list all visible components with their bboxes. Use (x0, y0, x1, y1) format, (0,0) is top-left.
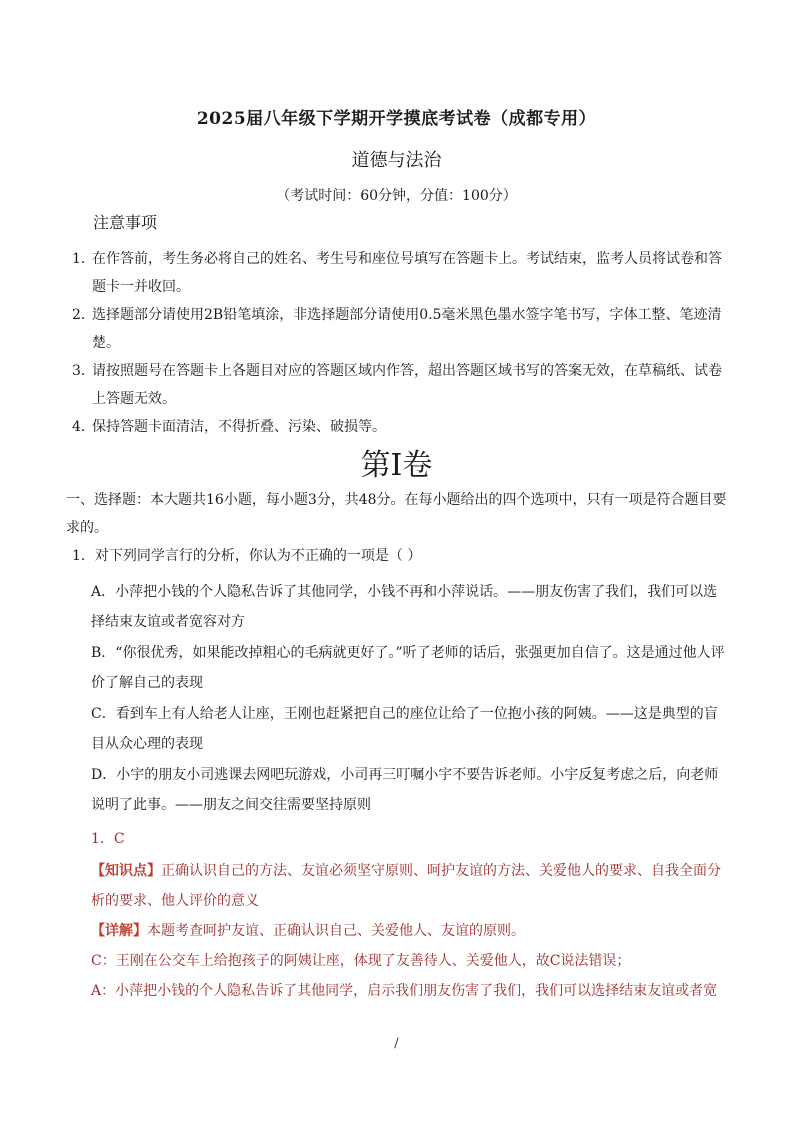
option-d: D．小宇的朋友小司逃课去网吧玩游戏，小司再三叮嘱小宇不要告诉老师。小宇反复考虑之后，向老师说明了此事。——朋友之间交往需要坚持原则 (91, 767, 719, 813)
option-b: B．“你很优秀，如果能改掉粗心的毛病就更好了。”听了老师的话后，张强更加自信了。这是通过他人评价了解自己的表现 (91, 645, 725, 691)
analysis-line (91, 916, 731, 946)
notice-item-number: 1． (72, 251, 95, 267)
notice-item-text: 在作答前，考生务必将自己的姓名、考生号和座位号填写在答题卡上。考试结束，监考人员将试卷和答题卡一并收回。 (92, 251, 722, 295)
notice-list (72, 245, 732, 441)
analysis-text: C：王刚在公交车上给抱孩子的阿姨让座，体现了友善待人、关爱他人，故C说法错误； (91, 953, 631, 969)
analysis-text: A：小萍把小钱的个人隐私告诉了其他同学，启示我们朋友伤害了我们，我们可以选择结束友谊或者宽 (91, 983, 718, 999)
volume-heading: 第Ⅰ卷 (360, 448, 433, 483)
question-options (91, 577, 731, 821)
notice-item-number: 2． (72, 307, 95, 323)
analysis-line (91, 946, 731, 976)
answer-key: 1．C (91, 831, 125, 847)
notice-item-text: 选择题部分请使用2B铅笔填涂，非选择题部分请使用0.5毫米黑色墨水签字笔书写，字体工整、笔迹清楚。 (92, 307, 722, 351)
notice-item-number: 4． (72, 419, 95, 435)
notice-item (72, 357, 732, 413)
notice-item (72, 245, 732, 301)
exam-time-info: （考试时间：60分钟，分值：100分） (276, 188, 517, 204)
page-footer-mark: / (394, 1036, 399, 1051)
notice-item-text: 保持答题卡面清洁，不得折叠、污染、破损等。 (92, 419, 386, 435)
analysis-line (91, 856, 731, 916)
exam-subject: 道德与法治 (351, 150, 442, 171)
analysis-text: 正确认识自己的方法、友谊必须坚守原则、呵护友谊的方法、关爱他人的要求、自我全面分析的要求、他人评价的意义 (91, 863, 721, 909)
option-c: C．看到车上有人给老人让座，王刚也赶紧把自己的座位让给了一位抱小孩的阿姨。——这是典型的盲目从众心理的表现 (91, 706, 718, 752)
exam-title: 2025届八年级下学期开学摸底考试卷（成都专用） (196, 109, 597, 129)
analysis-line (91, 976, 731, 1006)
notice-item (72, 301, 732, 357)
section-heading: 一、选择题：本大题共16小题，每小题3分，共48分。在每小题给出的四个选项中，只有一项是符合题目要求的。 (66, 492, 727, 536)
notice-item (72, 413, 732, 441)
analysis-text: 本题考查呵护友谊、正确认识自己、关爱他人、友谊的原则。 (147, 923, 525, 939)
analysis-tag: 【知识点】 (91, 863, 161, 879)
option-a: A．小萍把小钱的个人隐私告诉了其他同学，小钱不再和小萍说话。——朋友伤害了我们，我们可以选择结束友谊或者宽容对方 (91, 584, 718, 630)
analysis-tag: 【详解】 (91, 923, 147, 939)
question-stem: 1．对下列同学言行的分析，你认为不正确的一项是（ ） (72, 548, 422, 564)
answer-analysis (91, 856, 731, 1006)
notice-item-number: 3． (72, 363, 95, 379)
notice-item-text: 请按照题号在答题卡上各题目对应的答题区域内作答，超出答题区域书写的答案无效，在草稿纸、试卷上答题无效。 (92, 363, 722, 407)
notice-heading: 注意事项 (93, 213, 158, 232)
